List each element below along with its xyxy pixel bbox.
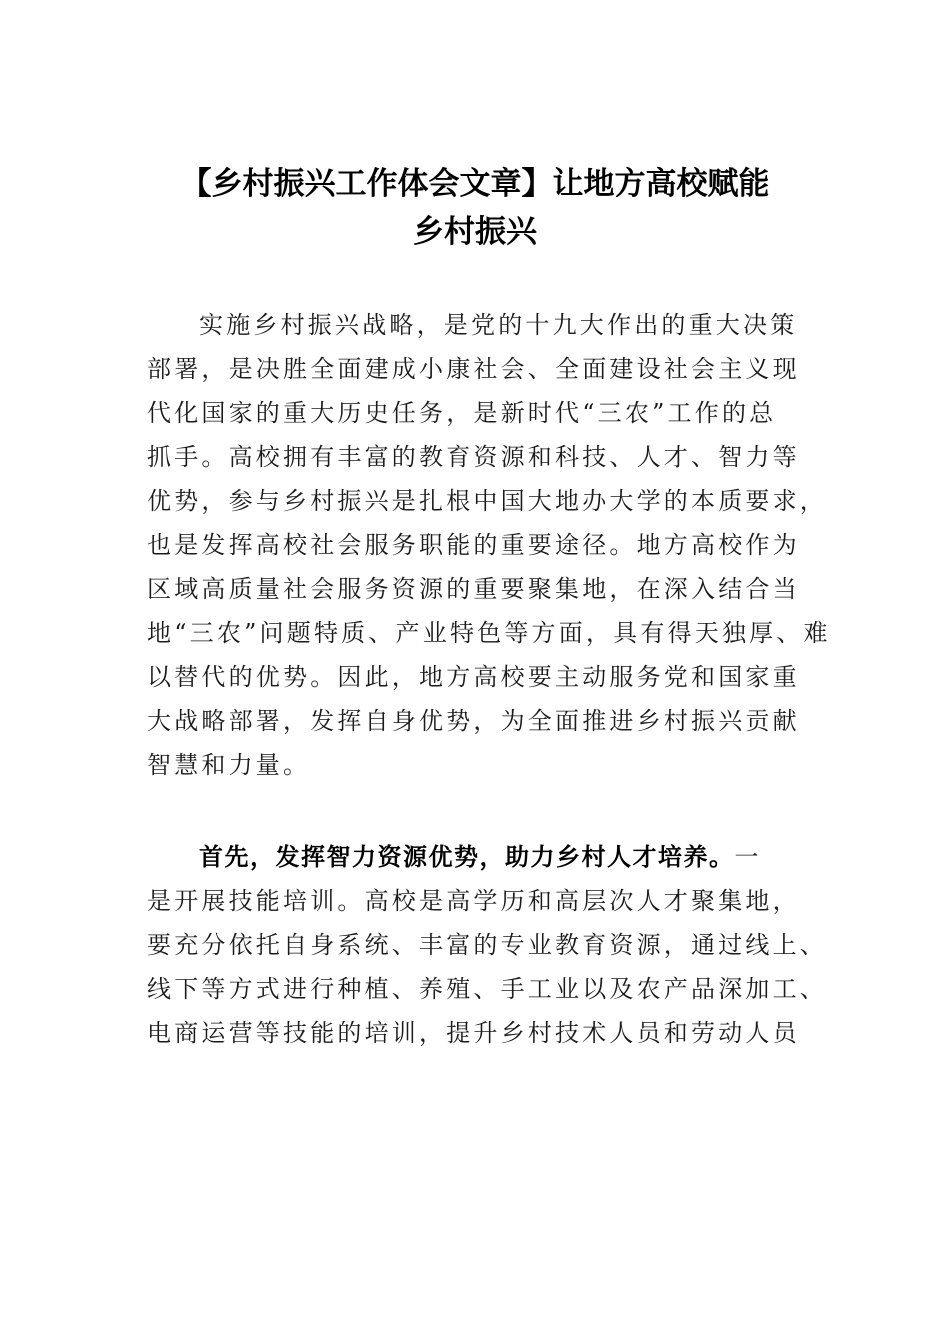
paragraph-line: 代化国家的重大历史任务，是新时代“三农”工作的总 [147, 399, 777, 427]
paragraph-line: 抓手。高校拥有丰富的教育资源和科技、人才、智力等 [147, 443, 800, 471]
paragraph-line: 以替代的优势。因此，地方高校要主动服务党和国家重 [147, 663, 800, 691]
title-line-2: 乡村振兴 [413, 214, 537, 250]
paragraph-line: 也是发挥高校社会服务职能的重要途径。地方高校作为 [147, 531, 800, 559]
paragraph-line: 大战略部署，发挥自身优势，为全面推进乡村振兴贡献 [147, 707, 800, 735]
paragraph-lead-heading: 首先，发挥智力资源优势，助力乡村人才培养。 [199, 843, 735, 871]
paragraph-line: 电商运营等技能的培训，提升乡村技术人员和劳动人员 [147, 1019, 800, 1047]
title-line-1: 【乡村振兴工作体会文章】让地方高校赋能 [180, 166, 770, 202]
paragraph-line: 是开展技能培训。高校是高学历和高层次人才聚集地， [147, 887, 800, 915]
paragraph-lead-tail: 一 [734, 843, 762, 871]
paragraph-line: 要充分依托自身系统、丰富的专业教育资源，通过线上、 [147, 931, 827, 959]
paragraph-line: 实施乡村振兴战略，是党的十九大作出的重大决策 [199, 311, 798, 339]
paragraph-line: 地“三农”问题特质、产业特色等方面，具有得天独厚、难 [147, 619, 831, 647]
paragraph-line: 部署，是决胜全面建成小康社会、全面建设社会主义现 [147, 355, 800, 383]
paragraph-line: 区域高质量社会服务资源的重要聚集地，在深入结合当 [147, 575, 800, 603]
paragraph-first-line [147, 835, 807, 879]
paragraph-line: 智慧和力量。 [147, 751, 311, 779]
paragraph-2 [147, 835, 827, 1055]
paragraph-line: 线下等方式进行种植、养殖、手工业以及农产品深加工、 [147, 975, 827, 1003]
paragraph-1 [147, 303, 831, 787]
paragraph-line: 优势，参与乡村振兴是扎根中国大地办大学的本质要求， [147, 487, 827, 515]
document-title [120, 160, 830, 256]
